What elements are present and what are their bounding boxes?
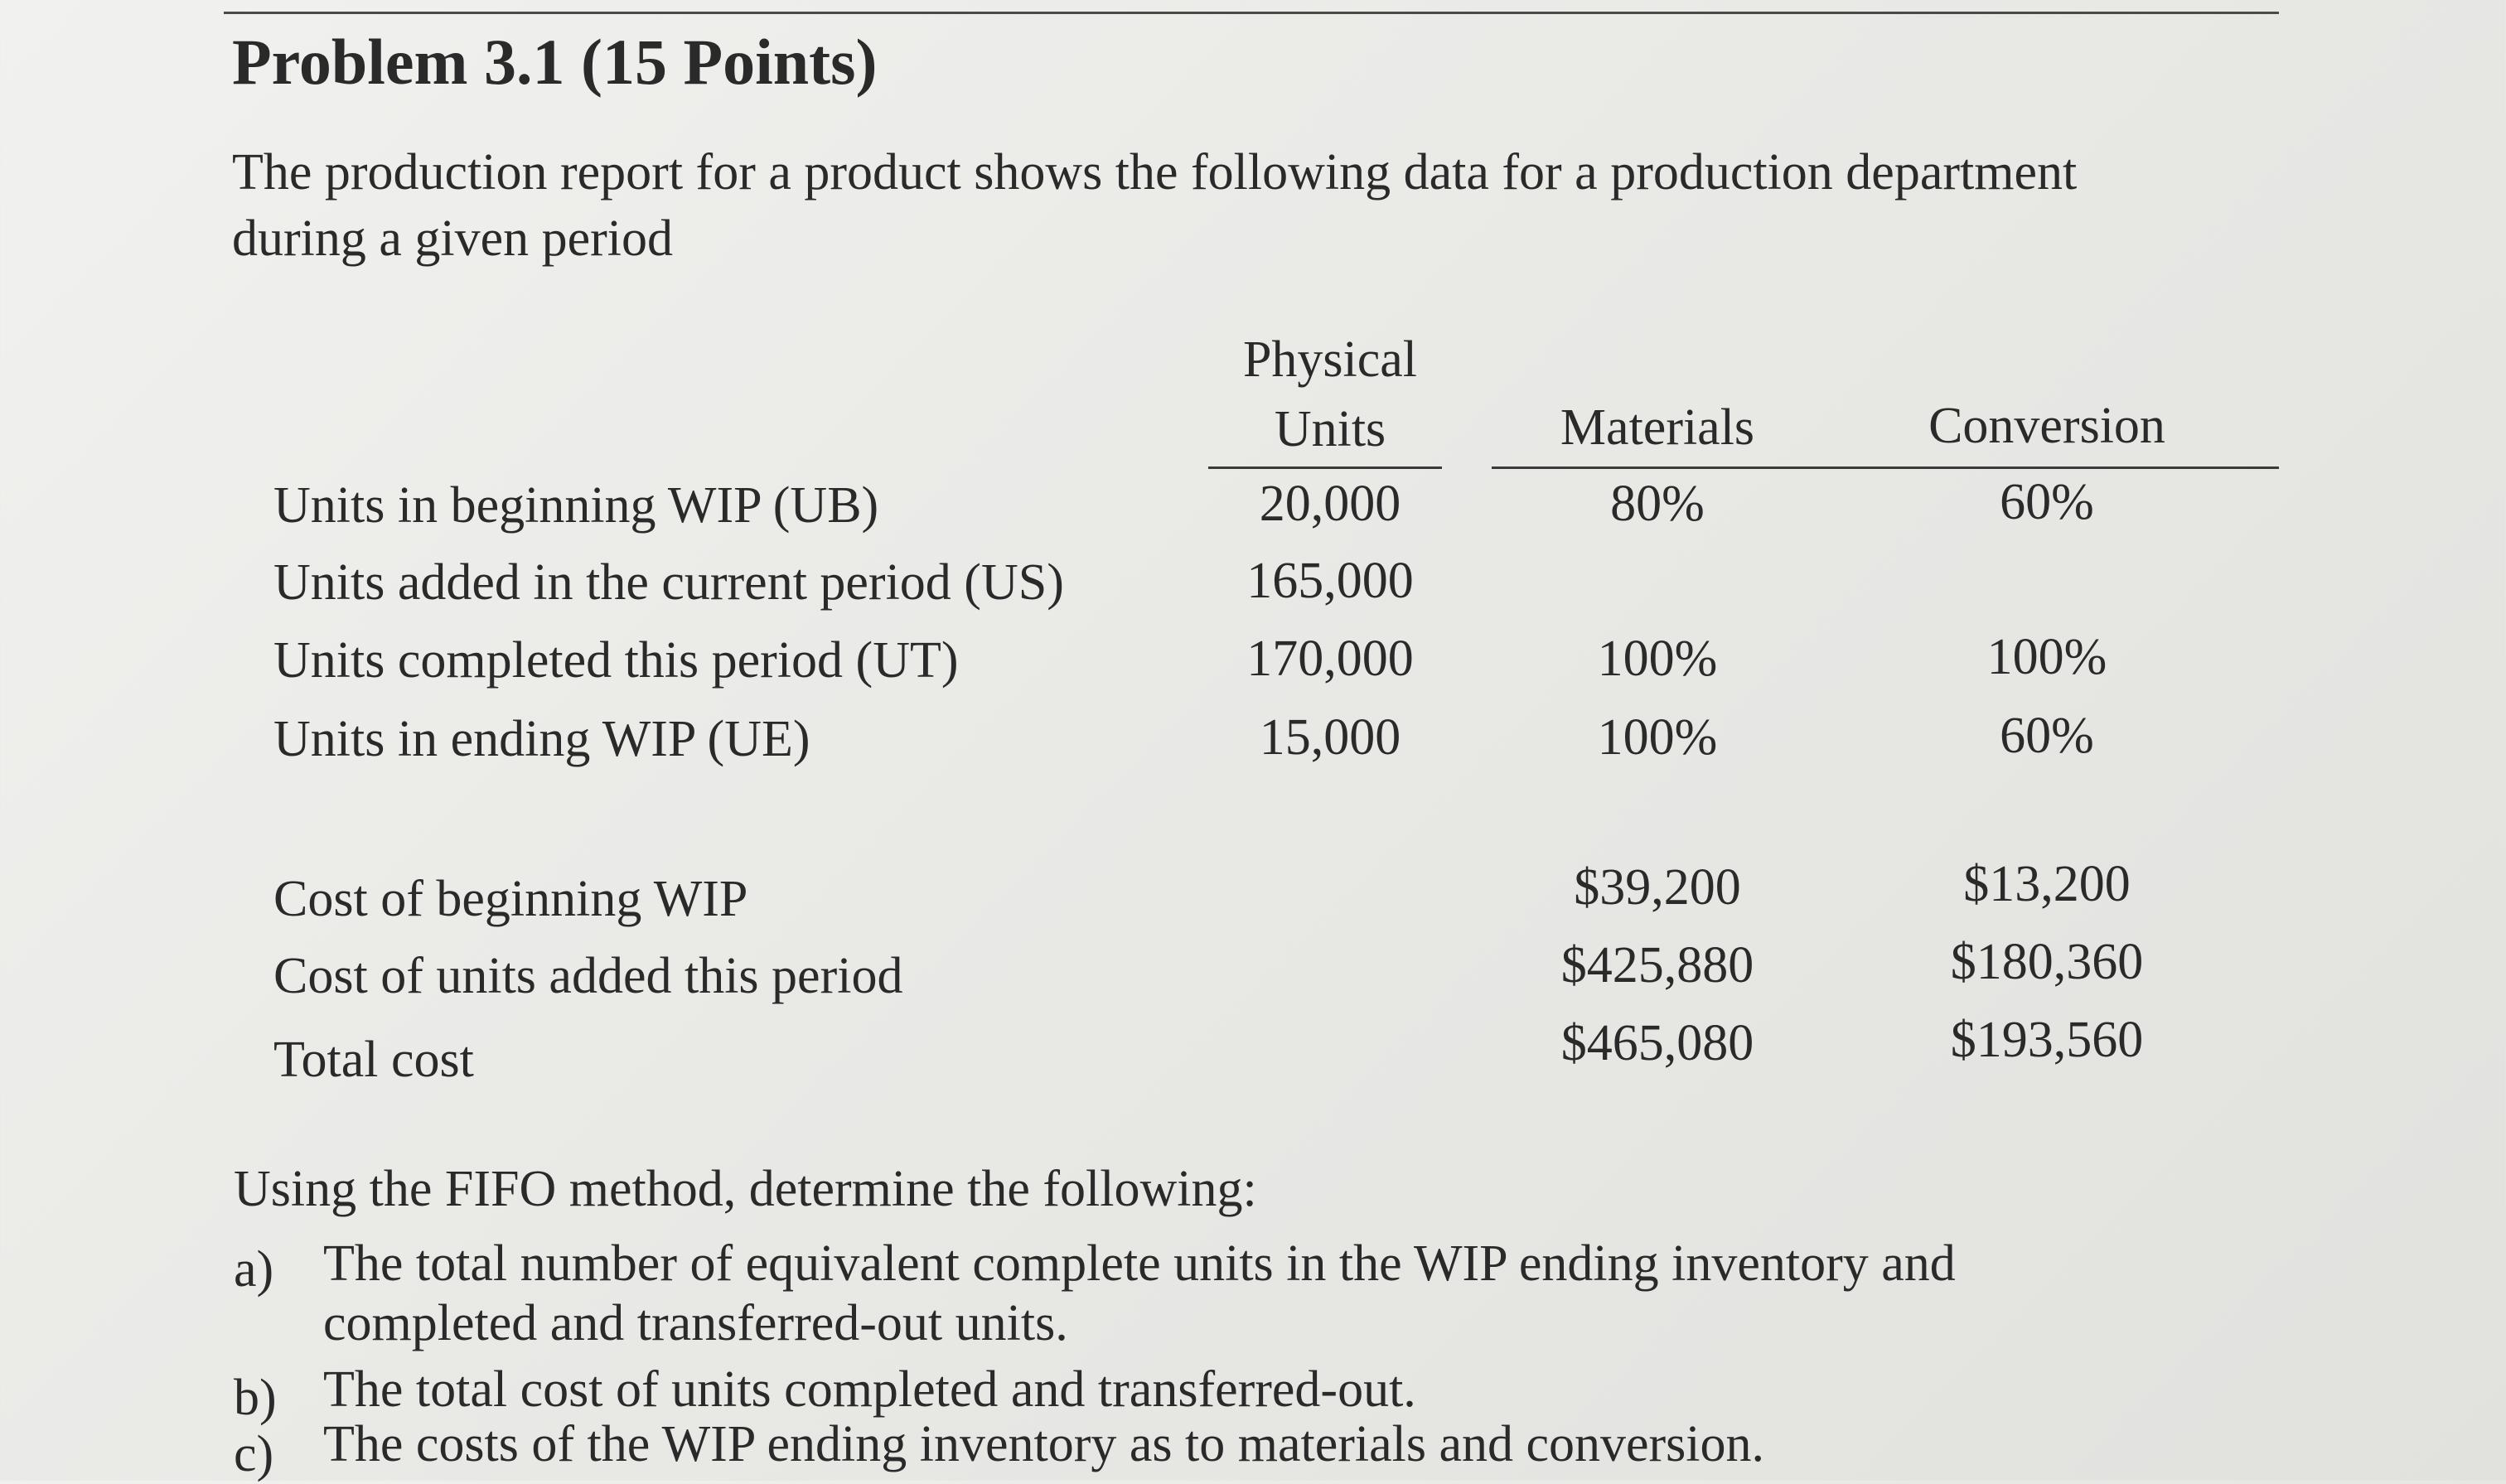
header-physical: Physical [1242,331,1418,388]
header-conversion: Conversion [1928,398,2165,454]
row-label-units-added: Units added in the current period (US) [273,554,1064,611]
row-label-beginning-wip: Units in beginning WIP (UB) [273,477,879,534]
questions-intro: Using the FIFO method, determine the following: [234,1161,1257,1217]
materials-ending-wip: 100% [1597,709,1718,766]
materials-units-completed: 100% [1597,631,1718,687]
row-label-units-completed: Units completed this period (UT) [273,632,959,689]
question-c-marker: c) [234,1426,274,1482]
question-b-marker: b) [234,1370,277,1426]
header-units: Units [1274,401,1386,457]
materials-beginning-wip: 80% [1610,476,1705,532]
conversion-ending-wip: 60% [2000,708,2094,764]
header-underline-costs [1492,466,2279,469]
conversion-units-completed: 100% [1986,629,2107,685]
intro-line-1: The production report for a product shows the following data for a production department [232,144,2078,201]
units-added: 165,000 [1246,553,1414,609]
question-b-line-1: The total cost of units completed and transferred-out. [323,1361,1416,1418]
materials-total-cost: $465,080 [1560,1015,1754,1071]
top-rule [224,12,2279,14]
question-a-marker: a) [234,1241,274,1298]
conversion-cost-units-added: $180,360 [1950,934,2144,990]
conversion-beginning-wip: 60% [2000,474,2094,530]
question-a-line-2: completed and transferred-out units. [323,1295,1068,1351]
conversion-cost-beginning-wip: $13,200 [1963,856,2131,912]
row-label-ending-wip: Units in ending WIP (UE) [273,711,810,767]
row-label-total-cost: Total cost [273,1032,474,1088]
intro-line-2: during a given period [232,210,674,267]
units-beginning-wip: 20,000 [1259,476,1401,532]
header-materials: Materials [1560,399,1755,456]
units-completed: 170,000 [1246,631,1414,687]
problem-intro [232,139,2262,272]
question-c-line-1: The costs of the WIP ending inventory as to materials and conversion. [323,1416,1765,1472]
question-a-line-1: The total number of equivalent complete units in the WIP ending inventory and [323,1235,1956,1292]
units-ending-wip: 15,000 [1259,709,1401,766]
problem-title: Problem 3.1 (15 Points) [232,26,878,98]
header-underline-units [1208,466,1442,469]
row-label-cost-beginning-wip: Cost of beginning WIP [273,871,748,927]
row-label-cost-units-added: Cost of units added this period [273,948,903,1004]
materials-cost-beginning-wip: $39,200 [1574,859,1741,916]
materials-cost-units-added: $425,880 [1560,937,1754,993]
conversion-total-cost: $193,560 [1950,1012,2144,1068]
